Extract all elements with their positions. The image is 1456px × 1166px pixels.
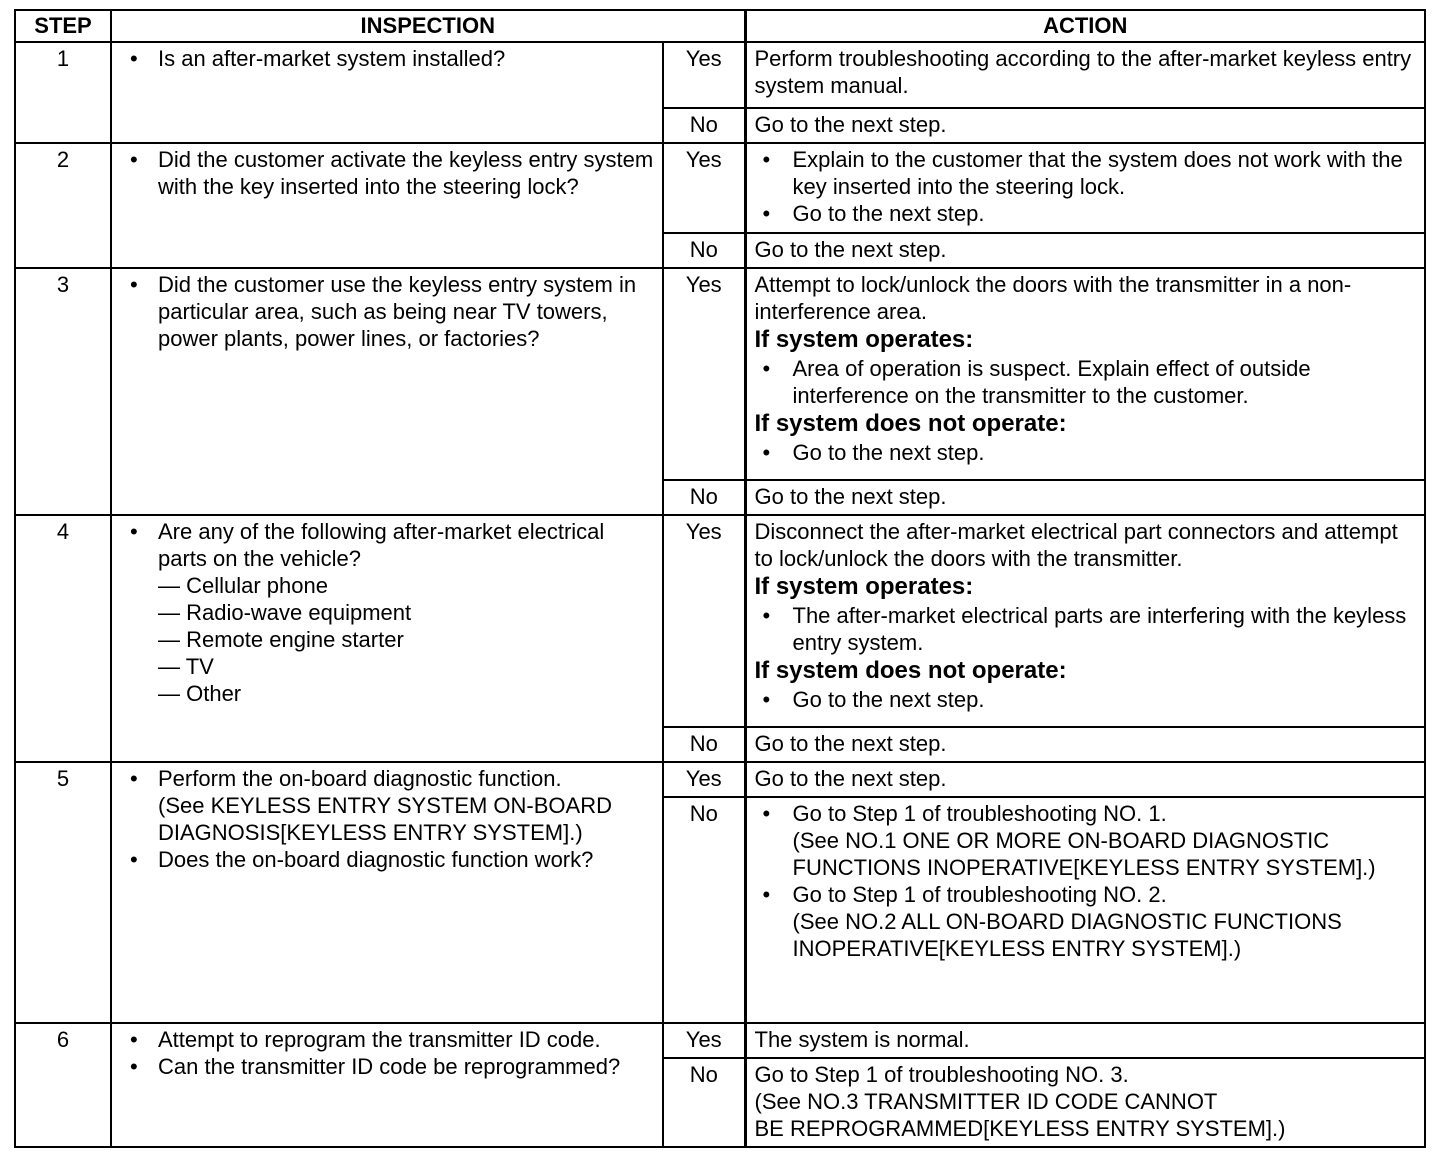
action-yes <box>745 268 1425 480</box>
inspection-cell <box>111 515 663 762</box>
answer-no: No <box>663 480 745 515</box>
table-row <box>15 1023 1425 1058</box>
inspection-item: • Does the on-board diagnostic function work? <box>124 846 656 873</box>
answer-yes: Yes <box>663 515 745 727</box>
table-row <box>15 515 1425 727</box>
condition-operates: If system operates: <box>754 573 974 600</box>
inspection-item: • Did the customer use the keyless entry system in particular area, such as being near TV towers, power plants, power lines, or factories? <box>124 271 656 352</box>
header-action: ACTION <box>745 10 1425 42</box>
action-yes: The system is normal. <box>745 1023 1425 1058</box>
troubleshooting-table-container <box>14 9 1424 1148</box>
step-number: 6 <box>15 1023 111 1147</box>
header-inspection: INSPECTION <box>111 10 745 42</box>
action-bullet: • Go to the next step. <box>755 200 1419 227</box>
step-number: 2 <box>15 143 111 268</box>
inspection-cell <box>111 762 663 1023</box>
answer-no: No <box>663 727 745 762</box>
inspection-cell <box>111 143 663 268</box>
answer-no: No <box>663 108 745 143</box>
action-yes <box>745 515 1425 727</box>
inspection-reference: (See KEYLESS ENTRY SYSTEM ON-BOARD DIAGNOSIS[KEYLESS ENTRY SYSTEM].) <box>158 793 612 845</box>
inspection-item: • Did the customer activate the keyless entry system with the key inserted into the steering lock? <box>124 146 656 200</box>
inspection-item: • Can the transmitter ID code be reprogrammed? <box>124 1053 656 1080</box>
action-yes: Perform troubleshooting according to the after-market keyless entry system manual. <box>745 42 1425 108</box>
part-item: — Other <box>158 681 242 706</box>
answer-yes: Yes <box>663 268 745 480</box>
part-item: — Remote engine starter <box>158 627 404 652</box>
inspection-cell <box>111 268 663 515</box>
action-bullet <box>755 881 1419 962</box>
header-step: STEP <box>15 10 111 42</box>
action-reference: (See NO.1 ONE OR MORE ON-BOARD DIAGNOSTIC FUNCTIONS INOPERATIVE[KEYLESS ENTRY SYSTEM].) <box>792 828 1376 880</box>
answer-yes: Yes <box>663 42 745 108</box>
part-item: — Cellular phone <box>158 573 328 598</box>
table-row <box>15 42 1425 108</box>
action-no: Go to the next step. <box>745 233 1425 268</box>
table-row <box>15 762 1425 797</box>
inspection-item <box>124 518 656 707</box>
action-bullet: • The after-market electrical parts are interfering with the keyless entry system. <box>755 602 1419 656</box>
inspection-cell <box>111 1023 663 1147</box>
step-number: 5 <box>15 762 111 1023</box>
action-reference: BE REPROGRAMMED[KEYLESS ENTRY SYSTEM].) <box>754 1116 1286 1141</box>
inspection-question: • Are any of the following after-market electrical parts on the vehicle? <box>158 519 605 571</box>
action-bullet: • Explain to the customer that the system does not work with the key inserted into the steering lock. <box>755 146 1419 200</box>
answer-yes: Yes <box>663 1023 745 1058</box>
action-no: Go to the next step. <box>745 480 1425 515</box>
action-reference: (See NO.3 TRANSMITTER ID CODE CANNOT <box>754 1089 1218 1114</box>
inspection-text: • Perform the on-board diagnostic function. <box>158 766 562 791</box>
action-no <box>745 1058 1425 1147</box>
condition-not-operates: If system does not operate: <box>754 657 1067 684</box>
action-no <box>745 797 1425 1023</box>
action-no: Go to the next step. <box>745 727 1425 762</box>
action-bullet: • Area of operation is suspect. Explain effect of outside interference on the transmitter to the customer. <box>755 355 1419 409</box>
step-number: 1 <box>15 42 111 143</box>
answer-no: No <box>663 233 745 268</box>
step-number: 4 <box>15 515 111 762</box>
answer-yes: Yes <box>663 143 745 233</box>
troubleshooting-table <box>14 9 1426 1148</box>
action-reference: (See NO.2 ALL ON-BOARD DIAGNOSTIC FUNCTIONS INOPERATIVE[KEYLESS ENTRY SYSTEM].) <box>792 909 1342 961</box>
inspection-item: • Attempt to reprogram the transmitter ID code. <box>124 1026 656 1053</box>
inspection-item: • Is an after-market system installed? <box>124 45 656 72</box>
action-no: Go to the next step. <box>745 108 1425 143</box>
condition-operates: If system operates: <box>754 326 974 353</box>
action-text: • Go to Step 1 of troubleshooting NO. 2. <box>792 882 1167 907</box>
answer-no: No <box>663 797 745 1023</box>
action-intro: Disconnect the after-market electrical part connectors and attempt to lock/unlock the doors with the transmitter. <box>754 519 1398 571</box>
table-row <box>15 143 1425 233</box>
part-item: — TV <box>158 654 214 679</box>
answer-no: No <box>663 1058 745 1147</box>
action-intro: Attempt to lock/unlock the doors with the transmitter in a non-interference area. <box>754 272 1352 324</box>
inspection-item <box>124 765 656 846</box>
action-bullet: • Go to the next step. <box>755 686 1419 713</box>
condition-not-operates: If system does not operate: <box>754 410 1067 437</box>
part-item: — Radio-wave equipment <box>158 600 412 625</box>
action-bullet <box>755 800 1419 881</box>
table-row <box>15 268 1425 480</box>
action-yes: Go to the next step. <box>745 762 1425 797</box>
step-number: 3 <box>15 268 111 515</box>
action-text: Go to Step 1 of troubleshooting NO. 3. <box>754 1062 1129 1087</box>
action-bullet: • Go to the next step. <box>755 439 1419 466</box>
action-text: • Go to Step 1 of troubleshooting NO. 1. <box>792 801 1167 826</box>
answer-yes: Yes <box>663 762 745 797</box>
action-yes <box>745 143 1425 233</box>
inspection-cell <box>111 42 663 143</box>
table-header-row <box>15 10 1425 42</box>
